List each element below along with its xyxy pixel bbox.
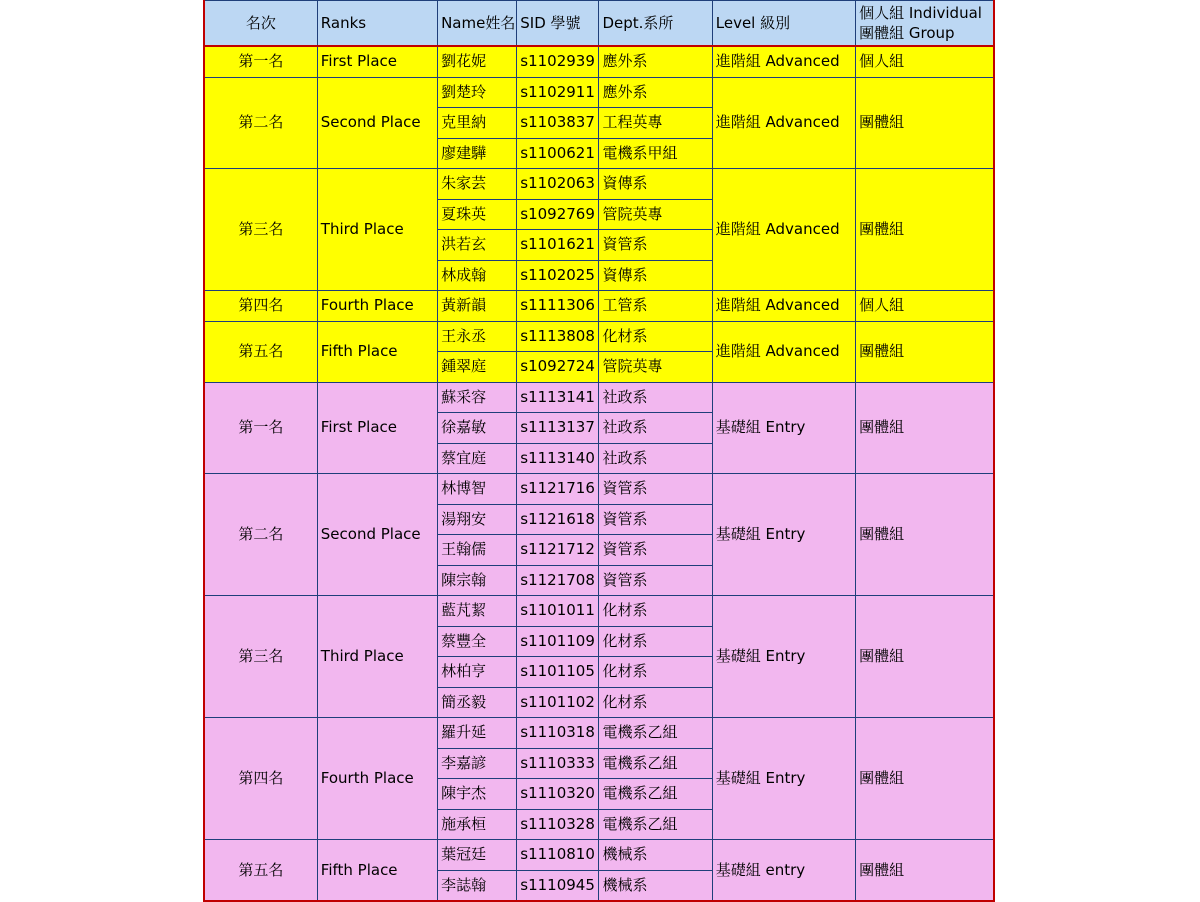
header-rank-zh: 名次	[204, 1, 317, 47]
name-cell: 廖建驊	[438, 138, 517, 169]
rank-zh-cell: 第三名	[204, 596, 317, 718]
dept-cell: 化材系	[599, 321, 712, 352]
rank-en-cell: Third Place	[317, 596, 437, 718]
dept-cell: 化材系	[599, 687, 712, 718]
name-cell: 羅升延	[438, 718, 517, 749]
name-cell: 簡丞毅	[438, 687, 517, 718]
level-cell: 基礎組 Entry	[712, 718, 855, 840]
level-cell: 進階組 Advanced	[712, 46, 855, 77]
name-cell: 洪若玄	[438, 230, 517, 261]
sid-cell: s1113141	[517, 382, 599, 413]
table-row	[204, 840, 994, 871]
name-cell: 夏珠英	[438, 199, 517, 230]
rank-zh-cell: 第二名	[204, 77, 317, 169]
header-rank-en: Ranks	[317, 1, 437, 47]
rank-zh-cell: 第五名	[204, 321, 317, 382]
sid-cell: s1110810	[517, 840, 599, 871]
group-cell: 個人組	[856, 46, 994, 77]
level-cell: 基礎組 Entry	[712, 474, 855, 596]
sid-cell: s1101102	[517, 687, 599, 718]
name-cell: 蔡宜庭	[438, 443, 517, 474]
name-cell: 藍芃絜	[438, 596, 517, 627]
dept-cell: 機械系	[599, 840, 712, 871]
rank-en-cell: Fifth Place	[317, 321, 437, 382]
table-row	[204, 321, 994, 352]
dept-cell: 資管系	[599, 504, 712, 535]
header-dept: Dept.系所	[599, 1, 712, 47]
sid-cell: s1121712	[517, 535, 599, 566]
table-row	[204, 169, 994, 200]
dept-cell: 社政系	[599, 443, 712, 474]
sid-cell: s1121716	[517, 474, 599, 505]
dept-cell: 資管系	[599, 565, 712, 596]
sid-cell: s1113137	[517, 413, 599, 444]
sid-cell: s1121708	[517, 565, 599, 596]
level-cell: 進階組 Advanced	[712, 321, 855, 382]
results-table	[203, 0, 995, 902]
table-row	[204, 46, 994, 77]
name-cell: 李嘉諺	[438, 748, 517, 779]
rank-en-cell: Third Place	[317, 169, 437, 291]
table-row	[204, 596, 994, 627]
rank-zh-cell: 第五名	[204, 840, 317, 902]
sid-cell: s1110328	[517, 809, 599, 840]
group-cell: 團體組	[856, 474, 994, 596]
sid-cell: s1110333	[517, 748, 599, 779]
rank-zh-cell: 第二名	[204, 474, 317, 596]
dept-cell: 機械系	[599, 870, 712, 901]
level-cell: 基礎組 Entry	[712, 596, 855, 718]
header-group-line1: 個人組 Individual	[859, 4, 982, 22]
table-row	[204, 77, 994, 108]
name-cell: 王永丞	[438, 321, 517, 352]
sid-cell: s1100621	[517, 138, 599, 169]
dept-cell: 應外系	[599, 77, 712, 108]
dept-cell: 工程英專	[599, 108, 712, 139]
group-cell: 團體組	[856, 718, 994, 840]
level-cell: 進階組 Advanced	[712, 169, 855, 291]
group-cell: 團體組	[856, 382, 994, 474]
dept-cell: 資傳系	[599, 169, 712, 200]
sid-cell: s1101011	[517, 596, 599, 627]
rank-en-cell: First Place	[317, 46, 437, 77]
table-row	[204, 718, 994, 749]
header-name: Name姓名	[438, 1, 517, 47]
name-cell: 林博智	[438, 474, 517, 505]
name-cell: 朱家芸	[438, 169, 517, 200]
level-cell: 進階組 Advanced	[712, 77, 855, 169]
dept-cell: 社政系	[599, 413, 712, 444]
rank-en-cell: Second Place	[317, 474, 437, 596]
name-cell: 陳宇杰	[438, 779, 517, 810]
header-row	[204, 1, 994, 47]
header-group	[856, 1, 994, 47]
dept-cell: 資管系	[599, 535, 712, 566]
name-cell: 鍾翠庭	[438, 352, 517, 383]
level-cell: 進階組 Advanced	[712, 291, 855, 322]
dept-cell: 工管系	[599, 291, 712, 322]
rank-zh-cell: 第一名	[204, 382, 317, 474]
header-sid: SID 學號	[517, 1, 599, 47]
group-cell: 個人組	[856, 291, 994, 322]
table-row	[204, 474, 994, 505]
name-cell: 林柏亨	[438, 657, 517, 688]
rank-en-cell: Fourth Place	[317, 718, 437, 840]
level-cell: 基礎組 entry	[712, 840, 855, 902]
name-cell: 徐嘉敏	[438, 413, 517, 444]
sid-cell: s1101105	[517, 657, 599, 688]
group-cell: 團體組	[856, 77, 994, 169]
name-cell: 蘇采容	[438, 382, 517, 413]
rank-zh-cell: 第四名	[204, 718, 317, 840]
table-body	[204, 46, 994, 901]
rank-zh-cell: 第四名	[204, 291, 317, 322]
name-cell: 陳宗翰	[438, 565, 517, 596]
dept-cell: 資傳系	[599, 260, 712, 291]
name-cell: 黃新韻	[438, 291, 517, 322]
rank-en-cell: Fifth Place	[317, 840, 437, 902]
sid-cell: s1103837	[517, 108, 599, 139]
sid-cell: s1101109	[517, 626, 599, 657]
sid-cell: s1121618	[517, 504, 599, 535]
dept-cell: 應外系	[599, 46, 712, 77]
sid-cell: s1102063	[517, 169, 599, 200]
sid-cell: s1102911	[517, 77, 599, 108]
dept-cell: 電機系乙組	[599, 718, 712, 749]
rank-en-cell: Fourth Place	[317, 291, 437, 322]
dept-cell: 電機系乙組	[599, 809, 712, 840]
group-cell: 團體組	[856, 596, 994, 718]
sid-cell: s1102025	[517, 260, 599, 291]
name-cell: 劉楚玲	[438, 77, 517, 108]
sid-cell: s1113808	[517, 321, 599, 352]
sid-cell: s1110318	[517, 718, 599, 749]
header-level: Level 級別	[712, 1, 855, 47]
dept-cell: 社政系	[599, 382, 712, 413]
name-cell: 葉冠廷	[438, 840, 517, 871]
level-cell: 基礎組 Entry	[712, 382, 855, 474]
sid-cell: s1092724	[517, 352, 599, 383]
sid-cell: s1110945	[517, 870, 599, 901]
rank-en-cell: Second Place	[317, 77, 437, 169]
group-cell: 團體組	[856, 840, 994, 902]
dept-cell: 化材系	[599, 626, 712, 657]
table-row	[204, 291, 994, 322]
rank-en-cell: First Place	[317, 382, 437, 474]
name-cell: 湯翔安	[438, 504, 517, 535]
dept-cell: 資管系	[599, 230, 712, 261]
group-cell: 團體組	[856, 321, 994, 382]
rank-zh-cell: 第三名	[204, 169, 317, 291]
sid-cell: s1111306	[517, 291, 599, 322]
sid-cell: s1113140	[517, 443, 599, 474]
sid-cell: s1101621	[517, 230, 599, 261]
name-cell: 劉花妮	[438, 46, 517, 77]
table-row	[204, 382, 994, 413]
dept-cell: 化材系	[599, 657, 712, 688]
dept-cell: 電機系乙組	[599, 748, 712, 779]
group-cell: 團體組	[856, 169, 994, 291]
name-cell: 林成翰	[438, 260, 517, 291]
name-cell: 克里納	[438, 108, 517, 139]
dept-cell: 管院英專	[599, 199, 712, 230]
name-cell: 施承桓	[438, 809, 517, 840]
name-cell: 李誌翰	[438, 870, 517, 901]
dept-cell: 資管系	[599, 474, 712, 505]
name-cell: 蔡豐全	[438, 626, 517, 657]
sid-cell: s1102939	[517, 46, 599, 77]
dept-cell: 化材系	[599, 596, 712, 627]
sid-cell: s1092769	[517, 199, 599, 230]
dept-cell: 電機系乙組	[599, 779, 712, 810]
header-group-line2: 團體組 Group	[859, 24, 955, 42]
name-cell: 王翰儒	[438, 535, 517, 566]
rank-zh-cell: 第一名	[204, 46, 317, 77]
dept-cell: 電機系甲組	[599, 138, 712, 169]
sid-cell: s1110320	[517, 779, 599, 810]
dept-cell: 管院英專	[599, 352, 712, 383]
